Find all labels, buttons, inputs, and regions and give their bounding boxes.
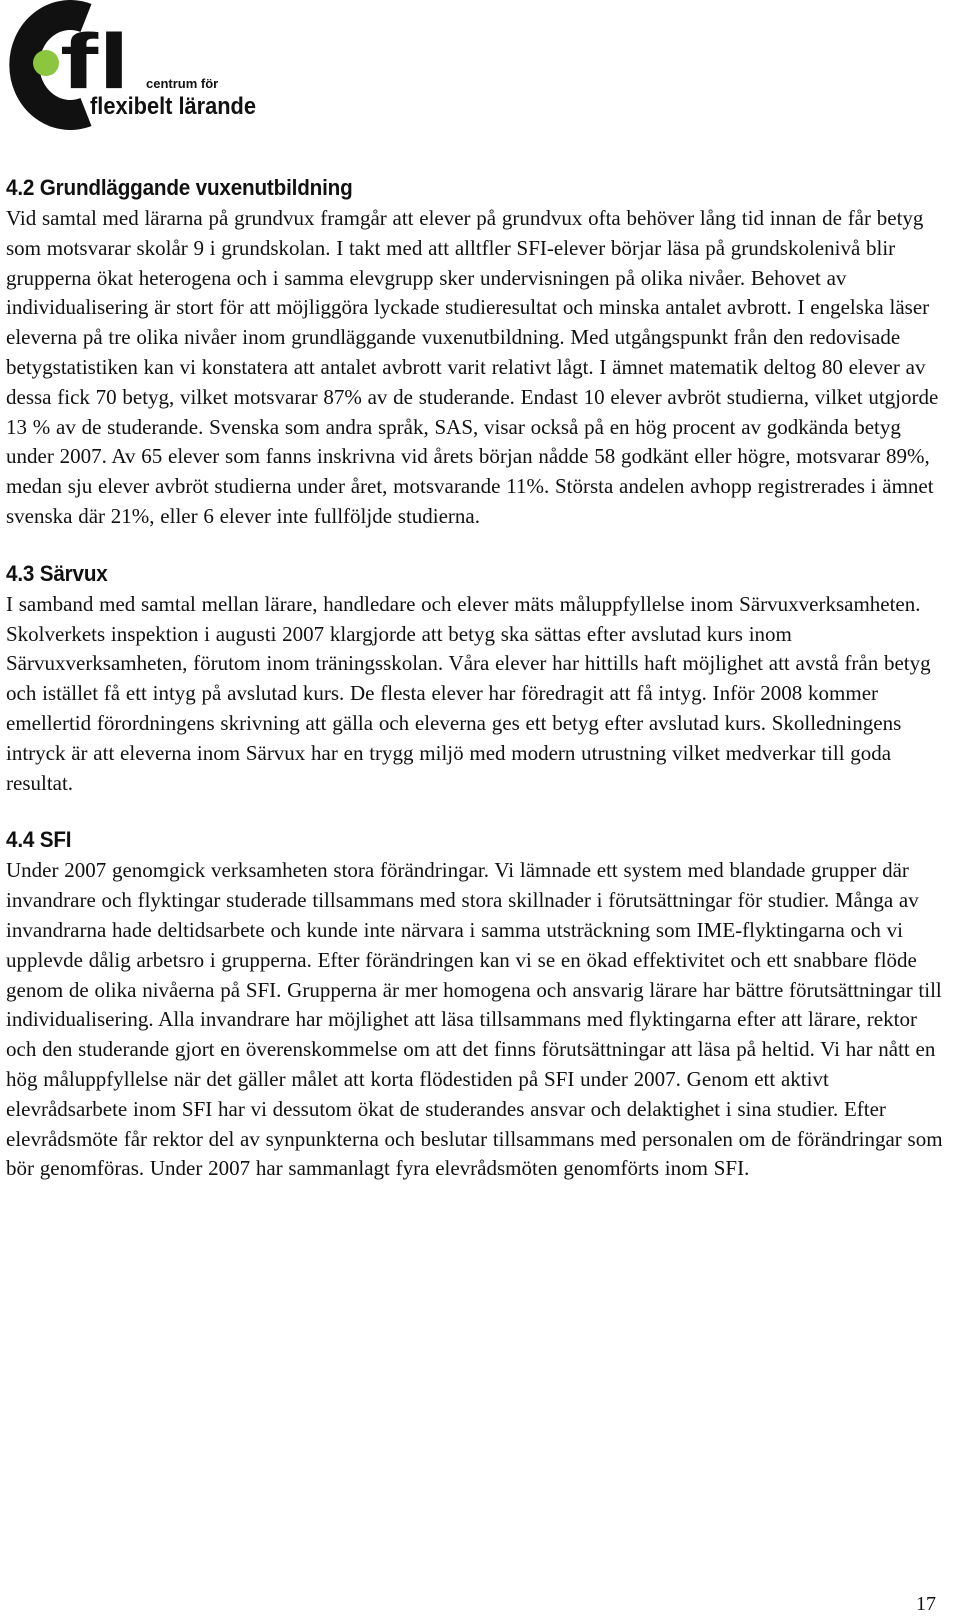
page-number: 17 [916,1593,936,1615]
section-paragraph: Vid samtal med lärarna på grundvux framgår att elever på grundvux ofta behöver lång tid innan de får betyg som motsvarar skolår 9 i grundskolan. I takt med att alltfler SFI-elever börjar läsa på grundskolenivå blir grupperna ökat heterogena och i samma elevgrupp sker undervisningen på olika nivåer. Behovet av individualisering är stort för att möjliggöra lyckade studieresultat och minska antalet avbrott. I engelska läser eleverna på tre olika nivåer inom grundläggande vuxenutbildning. Med utgångspunkt från den redovisade betygstatistiken kan vi konstatera att antalet avbrott varit relativt lågt. I ämnet matematik deltog 80 elever av dessa fick 70 betyg, vilket motsvarar 87% av de studerande. Endast 10 elever avbröt studierna, vilket utgjorde 13 % av de studerande. Svenska som andra språk, SAS, visar också på en hög procent av godkända betyg under 2007. Av 65 elever som fanns inskrivna vid årets början nådde 58 godkänt eller högre, motsvarar 89%, medan sju elever avbröt studierna under året, motsvarande 11%. Största andelen avhopp registrerades i ämnet svenska där 21%, eller 6 elever inte fullföljde studierna. [6,206,939,528]
logo-line1: centrum för [146,76,219,91]
cfl-logo [0,0,270,130]
section-paragraph: I samband med samtal mellan lärare, handledare och elever mäts måluppfyllelse inom Särvuxverksamheten. Skolverkets inspektion i augusti 2007 klargjorde att betyg ska sättas efter avslutad kurs inom Särvuxverksamheten, förutom inom träningsskolan. Våra elever har hittills haft möjlighet att avstå från betyg och istället få ett intyg på avslutad kurs. De flesta elever har föredragit att få intyg. Inför 2008 kommer emellertid förordningens skrivning att gälla och eleverna ges ett betyg efter avslutad kurs. Skolledningens intryck är att eleverna inom Särvux har en trygg miljö med modern utrustning vilket medverkar till goda resultat. [6,591,931,795]
section-heading: 4.2 Grundläggande vuxenutbildning [6,175,353,200]
logo-line2: flexibelt lärande [90,93,256,120]
document-body [6,174,950,1184]
section-heading: 4.4 SFI [6,827,72,853]
section-paragraph: Under 2007 genomgick verksamheten stora förändringar. Vi lämnade ett system med blandade grupper där invandrare och flyktingar studerade tillsammans med stora skillnader i förutsättningar för studier. Många av invandrarna hade deltidsarbete och kunde inte närvara i samma utsträckning som IME-flyktingarna och vi upplevde dålig arbetsro i grupperna. Efter förändringen kan vi se en ökad effektivitet och ett snabbare flöde genom de olika nivåerna på SFI. Grupperna är mer homogena och ansvarig lärare har bättre förutsättningar till individualisering. Alla invandrare har möjlighet att läsa tillsammans med flyktingarna efter att lärare, rektor och den studerande gjort en överenskommelse om att det finns förutsättningar att läsa på heltid. Vi har nått en hög måluppfyllelse när det gäller målet att korta flödestiden på SFI under 2007. Genom ett aktivt elevrådsarbete inom SFI har vi dessutom ökat de studerandes ansvar och delaktighet i sina studier. Efter elevrådsmöte får rektor del av synpunkterna och beslutar tillsammans med personalen om de förändringar som bör genomföras. Under 2007 har sammanlagt fyra elevrådsmöten genomförts inom SFI. [6,858,943,1181]
section-sfi [6,826,950,1184]
section-grundvux [6,174,950,532]
section-sarvux [6,560,950,799]
logo-fl-glyphs: fl [60,17,130,105]
section-heading: 4.3 Särvux [6,560,108,586]
logo-green-dot [33,50,59,76]
cfl-logo-graphic [0,0,270,130]
